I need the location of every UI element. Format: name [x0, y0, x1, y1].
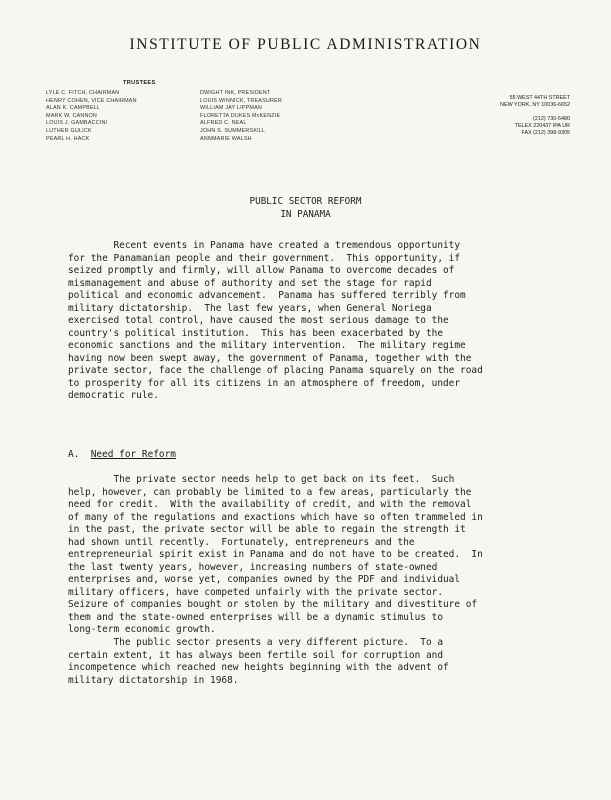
- phone-number: (212) 730-5480: [533, 116, 570, 122]
- text-line: The private sector needs help to get back on its feet. Such: [68, 474, 455, 485]
- section-title: Need for Reform: [90, 449, 176, 460]
- trustees-heading: TRUSTEES: [123, 80, 156, 86]
- trustee-name: PEARL H. HACK: [46, 135, 90, 142]
- text-line: incompetence which reached new heights beginning with the advent of: [68, 662, 449, 673]
- text-line: military dictatorship in 1968.: [68, 674, 239, 686]
- text-line: to prosperity for all its citizens in an atmosphere of freedom, under: [68, 377, 461, 389]
- letterhead-title: INSTITUTE OF PUBLIC ADMINISTRATION: [129, 36, 482, 53]
- document-title: [0, 196, 611, 221]
- text-line: need for credit. With the availability of credit, and with the removal: [68, 499, 472, 510]
- text-line: country's political institution. This has been exacerbated by the: [68, 327, 444, 339]
- document-title-line: PUBLIC SECTOR REFORM: [249, 196, 362, 207]
- trustee-name: HENRY COHEN, VICE CHAIRMAN: [46, 97, 137, 104]
- text-line: seized promptly and firmly, will allow Panama to overcome decades of: [68, 265, 455, 276]
- trustee-name: LOUIS J. GAMBACCINI: [46, 120, 108, 127]
- trustees-list-right: [200, 90, 282, 143]
- trustees-list-left: [46, 90, 137, 143]
- text-line: certain extent, it has always been fertile soil for corruption and: [68, 649, 444, 661]
- text-line: for the Panamanian people and their government. This opportunity, if: [68, 252, 461, 264]
- trustee-name: ALAN K. CAMPBELL: [46, 105, 101, 112]
- text-line: democratic rule.: [68, 390, 159, 401]
- trustee-name: DWIGHT INK, PRESIDENT: [200, 90, 271, 96]
- trustee-name: LYLE C. FITCH, CHAIRMAN: [46, 90, 120, 96]
- text-line: military officers, have competed unfairly with the private sector.: [68, 586, 444, 598]
- trustee-name: MARK W. CANNON: [46, 112, 98, 119]
- text-line: military dictatorship. The last few years, when General Noriega: [68, 302, 432, 314]
- text-line: Recent events in Panama have created a tremendous opportunity: [68, 240, 461, 251]
- city-address: NEW YORK, NY 10036-6652: [500, 102, 570, 108]
- text-line: private sector, face the challenge of placing Panama squarely on the road: [68, 365, 483, 376]
- text-line: them and the state-owned enterprises will be a dynamic stimulus to: [68, 611, 444, 623]
- text-line: entrepreneurial spirit exist in Panama and do not have to be created. In: [68, 549, 483, 560]
- document-title-line: IN PANAMA: [280, 208, 331, 220]
- text-line: mismanagement and abuse of authority and set the stage for rapid: [68, 277, 432, 289]
- trustee-name: ALFRED C. NEAL: [200, 120, 247, 127]
- telex-number: TELEX 220437 IPA UR: [514, 123, 570, 129]
- text-line: of many of the regulations and exactions which have so often trammeled in: [68, 511, 483, 523]
- text-line: help, however, can probably be limited to a few areas, particularly the: [68, 486, 472, 498]
- public-sector-paragraph: [68, 637, 449, 687]
- trustee-name: WILLIAM JAY LIPPMAN: [200, 105, 263, 112]
- street-address: 55 WEST 44TH STREET: [509, 95, 570, 101]
- trustee-name: LOUIS WINNICK, TREASURER: [200, 97, 282, 104]
- text-line: exercised total control, have caused the most serious damage to the: [68, 315, 449, 326]
- intro-paragraph: [68, 240, 483, 403]
- text-line: economic sanctions and the military intervention. The military regime: [68, 340, 466, 351]
- text-line: The public sector presents a very different picture. To a: [68, 637, 444, 648]
- trustee-name: FLORETTA DUKES McKENZIE: [200, 112, 281, 119]
- text-line: in the past, the private sector will be able to regain the strength it: [68, 524, 466, 535]
- section-marker: A.: [68, 449, 80, 460]
- trustee-name: JOHN S. SUMMERSKILL: [200, 127, 266, 134]
- institute-address-block: [470, 95, 570, 137]
- trustee-name: LUTHER GULICK: [46, 127, 92, 134]
- text-line: the last twenty years, however, increasing numbers of state-owned: [68, 561, 438, 573]
- private-sector-paragraph: [68, 474, 483, 637]
- text-line: having now been swept away, the government of Panama, together with the: [68, 352, 472, 364]
- text-line: political and economic advancement. Panama has suffered terribly from: [68, 290, 466, 301]
- text-line: long-term economic growth.: [68, 624, 216, 635]
- section-a-heading: [68, 449, 176, 462]
- text-line: had shown until recently. Fortunately, entrepreneurs and the: [68, 536, 415, 548]
- fax-number: FAX (212) 398-9305: [521, 130, 570, 136]
- text-line: enterprises and, worse yet, companies owned by the PDF and individual: [68, 574, 461, 585]
- trustee-name: ANNMARIE WALSH: [200, 135, 252, 142]
- text-line: Seizure of companies bought or stolen by the military and divestiture of: [68, 599, 478, 610]
